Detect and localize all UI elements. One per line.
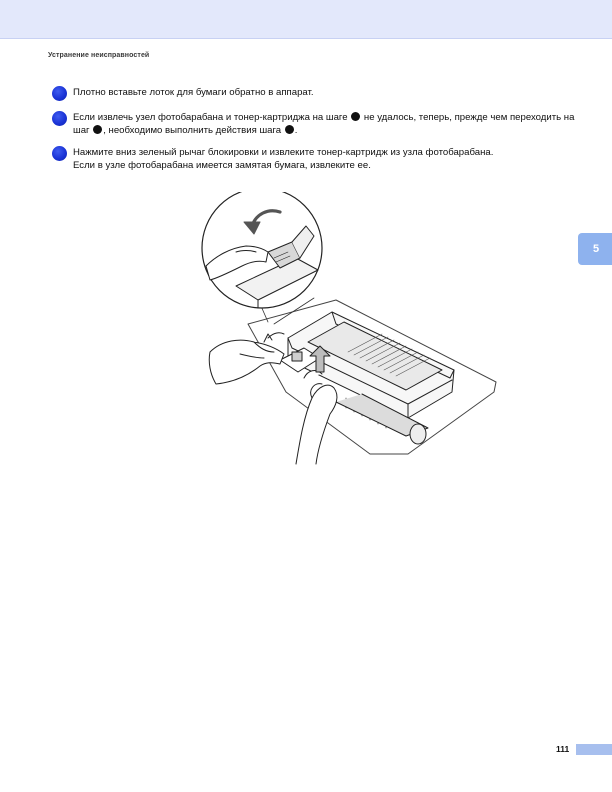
step-bullet-icon — [52, 146, 67, 161]
step-1-text: Плотно вставьте лоток для бумаги обратно в аппарат. — [73, 87, 314, 98]
running-header: Устранение неисправностей — [48, 52, 150, 59]
step-bullet-icon — [52, 111, 67, 126]
step-3-line-1: Нажмите вниз зеленый рычаг блокировки и извлеките тонер-картридж из узла фотобарабана. — [73, 147, 494, 158]
step-reference-icon — [285, 125, 294, 134]
step-reference-icon — [351, 112, 360, 121]
step-3-line-2: Если в узле фотобарабана имеется замятая бумага, извлеките ее. — [73, 159, 371, 171]
step-2-text-part3: , необходимо выполнить действия шага — [103, 124, 284, 136]
step-2-text-part2: не удалось, теперь, прежде чем переходить на шаг — [73, 112, 575, 136]
chapter-tab: 5 — [578, 233, 612, 265]
step-2-text-part1: Если извлечь узел фотобарабана и тонер-картриджа на шаге — [73, 112, 351, 123]
step-bullet-icon — [52, 86, 67, 101]
step-reference-icon — [93, 125, 102, 134]
toner-removal-illustration — [196, 192, 502, 474]
page-number: 111 — [556, 744, 570, 754]
page-number-bar — [576, 744, 612, 755]
step-2-text-part4: . — [294, 124, 298, 136]
step-3-text — [73, 147, 583, 172]
page-top-band — [0, 0, 612, 39]
step-2-text — [73, 112, 583, 137]
